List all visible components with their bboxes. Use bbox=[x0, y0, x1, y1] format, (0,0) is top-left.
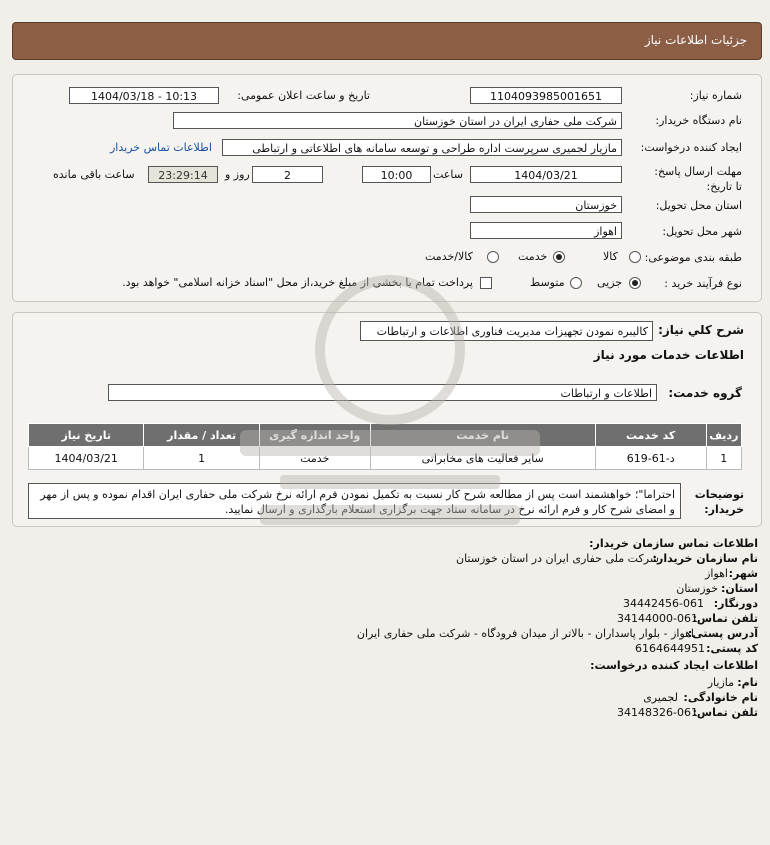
services-table bbox=[28, 423, 742, 470]
process-label: نوع فرآیند خرید : bbox=[664, 277, 742, 290]
col-name: نام خدمت bbox=[370, 424, 595, 447]
creator-name-value: مازیار bbox=[707, 676, 734, 689]
service-group-label: گروه خدمت: bbox=[668, 386, 742, 400]
buyer-field: شرکت ملی حفاری ایران در استان خوزستان bbox=[173, 112, 622, 129]
treasury-payment-text: پرداخت تمام یا بخشی از مبلغ خرید،از محل "اسناد خزانه اسلامی" خواهد بود. bbox=[122, 276, 473, 289]
creator-name-label: نام: bbox=[737, 676, 758, 689]
deadline-time-label: ساعت bbox=[433, 168, 463, 181]
buyer-address-label: آدرس پستی: bbox=[687, 627, 758, 640]
creator-family-value: لجمیری bbox=[643, 691, 678, 704]
buyer-postal-value: 6164644951 bbox=[635, 642, 705, 655]
buyer-city-label: شهر: bbox=[728, 567, 758, 580]
need-number-label: شماره نیاز: bbox=[689, 89, 742, 102]
table-row bbox=[29, 447, 742, 470]
contact-info-link[interactable]: اطلاعات تماس خریدار bbox=[110, 141, 212, 154]
buyer-province-value: خوزستان bbox=[676, 582, 718, 595]
buyer-phone-label: تلفن تماس: bbox=[692, 612, 758, 625]
process-option-minor: جزیی bbox=[597, 276, 623, 289]
buyer-org-label: نام سازمان خریدار: bbox=[652, 552, 758, 565]
col-row: ردیف bbox=[706, 424, 741, 447]
treasury-payment-checkbox[interactable] bbox=[480, 277, 492, 289]
service-group-field: اطلاعات و ارتباطات bbox=[108, 384, 657, 401]
buyer-notes-box: احتراما"؛ خواهشمند است پس از مطالعه شرح کار نسبت به تکمیل نمودن فرم ارائه نرخ شرکت ملی حفاری ایران اقدام نموده و پس از مهر و امضای شرح کار و فرم ارائه نرخ در سامانه ستاد جهت برگزاری استعلام بارگذاری و ارسال نمایید. bbox=[28, 483, 681, 519]
need-number-field: 1104093985001651 bbox=[470, 87, 622, 104]
cell-name: سایر فعالیت های مخابراتی bbox=[370, 447, 595, 470]
deadline-date-field: 1404/03/21 bbox=[470, 166, 622, 183]
city-label: شهر محل تحویل: bbox=[662, 225, 742, 238]
creator-phone-value: 34148326-061 bbox=[617, 706, 698, 719]
category-label: طبقه بندی موضوعی: bbox=[644, 251, 742, 264]
province-label: استان محل تحویل: bbox=[655, 199, 742, 212]
creator-phone-label: تلفن تماس: bbox=[692, 706, 758, 719]
col-code: کد خدمت bbox=[595, 424, 706, 447]
cell-qty: 1 bbox=[144, 447, 259, 470]
buyer-address-value: اهواز - بلوار پاسداران - بالاتر از میدان فرودگاه - شرکت ملی حفاری ایران bbox=[356, 627, 694, 640]
buyer-notes-label: توضیحات خریدار: bbox=[694, 488, 744, 516]
buyer-label: نام دستگاه خریدار: bbox=[655, 114, 742, 127]
buyer-contact-heading: اطلاعات تماس سازمان خریدار: bbox=[589, 537, 758, 550]
col-date: تاریخ نیاز bbox=[29, 424, 144, 447]
page-title: جزئیات اطلاعات نیاز bbox=[644, 33, 747, 47]
buyer-org-value: شرکت ملی حفاری ایران در استان خوزستان bbox=[456, 552, 659, 565]
category-radio-goods[interactable] bbox=[629, 251, 641, 263]
process-radio-minor[interactable] bbox=[629, 277, 641, 289]
services-heading: اطلاعات خدمات مورد نیاز bbox=[593, 348, 744, 362]
cell-code: د-61-619 bbox=[595, 447, 706, 470]
deadline-label: مهلت ارسال پاسخ: تا تاریخ: bbox=[654, 165, 742, 193]
summary-field: کالیبره نمودن تجهیزات مدیریت فناوری اطلاعات و ارتباطات bbox=[360, 321, 653, 341]
buyer-phone-value: 34144000-061 bbox=[617, 612, 698, 625]
services-table-header bbox=[29, 424, 742, 447]
category-option-goods: کالا bbox=[603, 250, 618, 263]
title-bar bbox=[12, 22, 762, 60]
cell-date: 1404/03/21 bbox=[29, 447, 144, 470]
process-option-medium: متوسط bbox=[530, 276, 565, 289]
buyer-province-label: استان: bbox=[721, 582, 758, 595]
city-field: اهواز bbox=[470, 222, 622, 239]
col-qty: تعداد / مقدار bbox=[144, 424, 259, 447]
days-field: 2 bbox=[252, 166, 323, 183]
remaining-label: ساعت باقی مانده bbox=[53, 168, 135, 181]
col-unit: واحد اندازه گیری bbox=[259, 424, 370, 447]
summary-label: شرح کلي نياز: bbox=[658, 323, 744, 337]
province-field: خوزستان bbox=[470, 196, 622, 213]
creator-contact-heading: اطلاعات ایجاد کننده درخواست: bbox=[590, 659, 758, 672]
announce-field: 1404/03/18 - 10:13 bbox=[69, 87, 219, 104]
creator-field: مازیار لجمیری سرپرست اداره طراحی و توسعه سامانه های اطلاعاتی و ارتباطی bbox=[222, 139, 622, 156]
buyer-fax-value: 34442456-061 bbox=[623, 597, 704, 610]
buyer-postal-label: کد پستی: bbox=[706, 642, 758, 655]
deadline-time-field: 10:00 bbox=[362, 166, 431, 183]
creator-family-label: نام خانوادگی: bbox=[683, 691, 758, 704]
creator-label: ایجاد کننده درخواست: bbox=[640, 141, 742, 154]
announce-label: تاریخ و ساعت اعلان عمومی: bbox=[237, 89, 370, 102]
category-option-goods-service: کالا/خدمت bbox=[425, 250, 473, 263]
buyer-fax-label: دورنگار: bbox=[713, 597, 758, 610]
buyer-city-value: اهواز bbox=[705, 567, 728, 580]
process-radio-medium[interactable] bbox=[570, 277, 582, 289]
category-radio-goods-service[interactable] bbox=[487, 251, 499, 263]
cell-row: 1 bbox=[706, 447, 741, 470]
category-radio-service[interactable] bbox=[553, 251, 565, 263]
category-option-service: خدمت bbox=[518, 250, 548, 263]
days-label: روز و bbox=[225, 168, 250, 181]
cell-unit: خدمت bbox=[259, 447, 370, 470]
remaining-time-field: 23:29:14 bbox=[148, 166, 218, 183]
